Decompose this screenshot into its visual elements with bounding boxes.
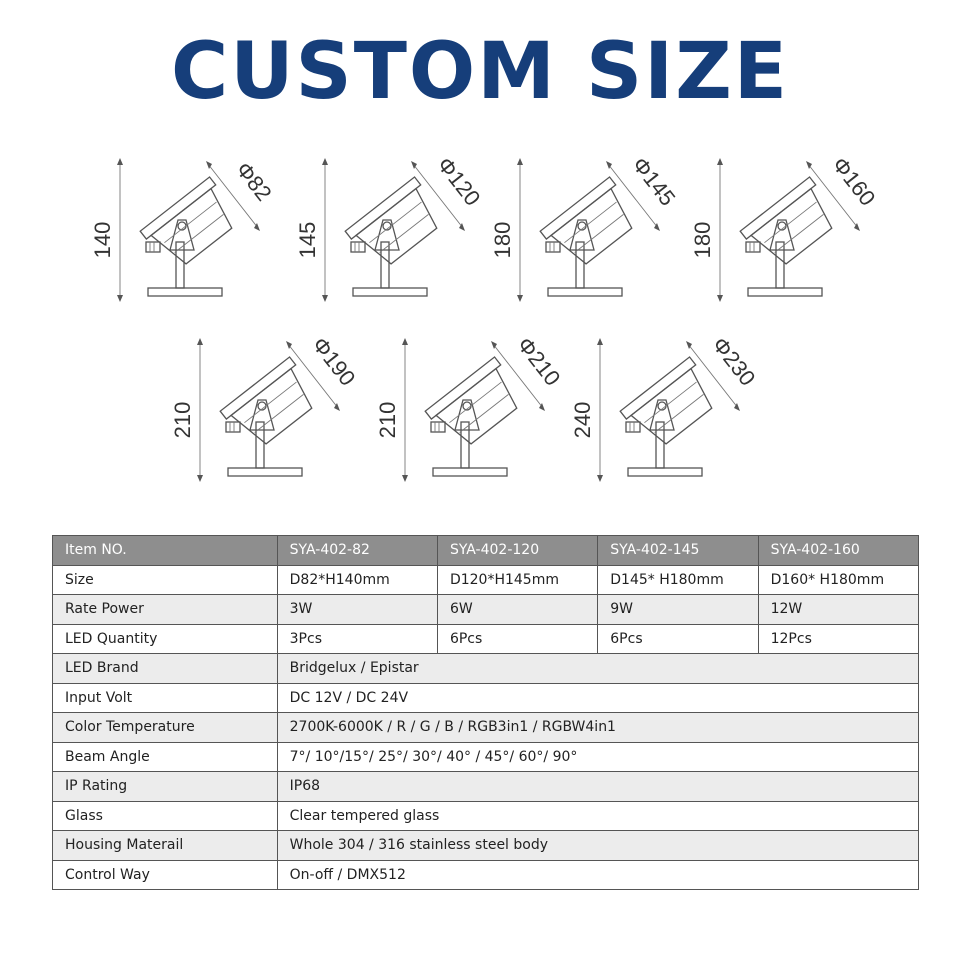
height-dimension-label: 210 <box>170 401 195 439</box>
dimension-drawing <box>170 330 370 500</box>
row-label: Color Temperature <box>53 713 278 743</box>
row-label: LED Brand <box>53 654 278 684</box>
row-label: Beam Angle <box>53 742 278 772</box>
table-row <box>53 860 919 890</box>
row-label: Size <box>53 565 278 595</box>
table-header-cell: SYA-402-145 <box>598 536 758 566</box>
row-value: 12Pcs <box>758 624 918 654</box>
row-value: IP68 <box>277 772 918 802</box>
row-value: 3Pcs <box>277 624 437 654</box>
table-header-cell: SYA-402-120 <box>437 536 597 566</box>
dimension-drawing <box>690 150 890 320</box>
row-label: Control Way <box>53 860 278 890</box>
table-row <box>53 624 919 654</box>
diameter-dimension-label: Φ120 <box>432 152 486 211</box>
diameter-dimension-label: Φ230 <box>707 332 761 391</box>
row-label: Glass <box>53 801 278 831</box>
row-value: 6W <box>437 595 597 625</box>
row-value: 12W <box>758 595 918 625</box>
row-value: 3W <box>277 595 437 625</box>
table-row <box>53 772 919 802</box>
table-row <box>53 683 919 713</box>
table-row <box>53 595 919 625</box>
table-row <box>53 565 919 595</box>
row-value: D160* H180mm <box>758 565 918 595</box>
table-header-cell: SYA-402-82 <box>277 536 437 566</box>
page-title: CUSTOM SIZE <box>170 27 790 117</box>
height-dimension-label: 145 <box>295 221 320 259</box>
diameter-dimension-label: Φ190 <box>307 332 361 391</box>
diameter-dimension-label: Φ160 <box>827 152 881 211</box>
table-header-cell: Item NO. <box>53 536 278 566</box>
row-value: 9W <box>598 595 758 625</box>
table-header-cell: SYA-402-160 <box>758 536 918 566</box>
row-value: 7°/ 10°/15°/ 25°/ 30°/ 40° / 45°/ 60°/ 90° <box>277 742 918 772</box>
row-value: DC 12V / DC 24V <box>277 683 918 713</box>
height-dimension-label: 240 <box>570 401 595 439</box>
row-value: D120*H145mm <box>437 565 597 595</box>
row-value: 6Pcs <box>437 624 597 654</box>
diameter-dimension-label: Φ82 <box>231 157 277 206</box>
row-value: 6Pcs <box>598 624 758 654</box>
diameter-dimension-label: Φ210 <box>512 332 566 391</box>
row-label: IP Rating <box>53 772 278 802</box>
row-value: 2700K-6000K / R / G / B / RGB3in1 / RGBW4in1 <box>277 713 918 743</box>
diameter-dimension-label: Φ145 <box>627 152 681 211</box>
row-label: Rate Power <box>53 595 278 625</box>
table-row <box>53 654 919 684</box>
table-row <box>53 801 919 831</box>
table-row <box>53 831 919 861</box>
height-dimension-label: 140 <box>90 221 115 259</box>
table-row <box>53 742 919 772</box>
row-label: LED Quantity <box>53 624 278 654</box>
dimension-drawing <box>490 150 690 320</box>
row-value: D145* H180mm <box>598 565 758 595</box>
height-dimension-label: 180 <box>690 221 715 259</box>
dimension-drawing <box>90 150 290 320</box>
row-value: On-off / DMX512 <box>277 860 918 890</box>
dimension-drawing <box>375 330 575 500</box>
table-header-row <box>53 536 919 566</box>
table-row <box>53 713 919 743</box>
row-value: Bridgelux / Epistar <box>277 654 918 684</box>
height-dimension-label: 180 <box>490 221 515 259</box>
row-label: Input Volt <box>53 683 278 713</box>
dimension-drawing <box>570 330 770 500</box>
row-value: Clear tempered glass <box>277 801 918 831</box>
dimension-drawing <box>295 150 495 320</box>
row-label: Housing Materail <box>53 831 278 861</box>
spec-table <box>52 535 919 890</box>
row-value: Whole 304 / 316 stainless steel body <box>277 831 918 861</box>
row-value: D82*H140mm <box>277 565 437 595</box>
height-dimension-label: 210 <box>375 401 400 439</box>
